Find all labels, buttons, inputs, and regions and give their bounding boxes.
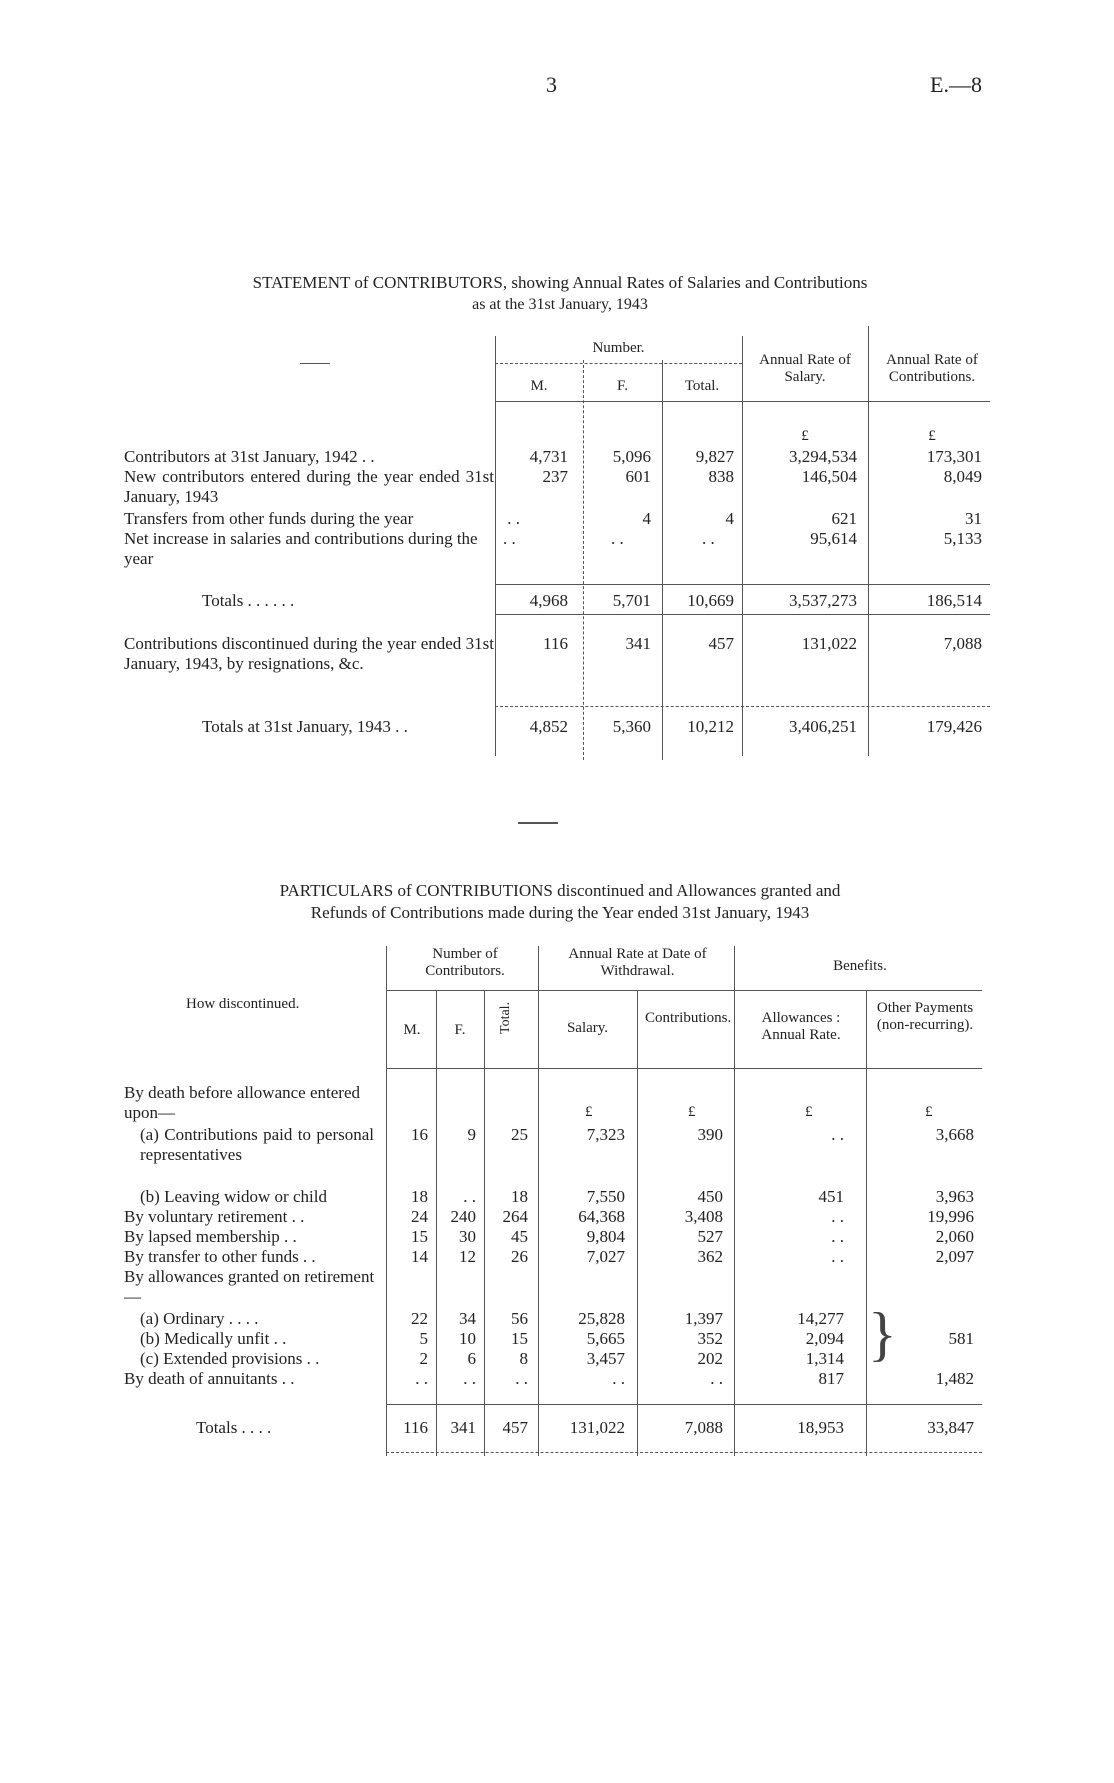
- statement-salary: 131,022: [801, 634, 857, 653]
- p-cell-m: 15: [411, 1227, 428, 1246]
- p-header-salary: Salary.: [566, 1020, 609, 1036]
- p-cell-con: 3,408: [684, 1207, 723, 1226]
- p-cell-f: 30: [459, 1227, 476, 1246]
- p-row-label: (b) Leaving widow or child: [140, 1187, 327, 1206]
- statement-contrib: 186,514: [926, 591, 982, 610]
- p-cell-all: 1,314: [805, 1349, 844, 1368]
- statement-row-label: Contributors at 31st January, 1942 . .: [124, 447, 375, 466]
- p-cell-sal: 7,027: [586, 1247, 625, 1266]
- p-header-f: F.: [454, 1022, 466, 1038]
- p-cell-con: 202: [697, 1349, 723, 1368]
- p-row-label: (b) Medically unfit . .: [140, 1329, 287, 1348]
- p-cell-con: 390: [697, 1125, 723, 1144]
- p-cell-con: 362: [697, 1247, 723, 1266]
- p-cell-oth: 2,097: [935, 1247, 974, 1266]
- p-cell-m: 2: [419, 1349, 428, 1368]
- p-cell-f: 240: [450, 1207, 476, 1226]
- p-cell-all: 18,953: [797, 1418, 844, 1437]
- statement-f: 341: [625, 634, 651, 653]
- p-cell-f: 341: [450, 1418, 476, 1437]
- p-header-allow: Allowances : Annual Rate.: [761, 1010, 841, 1043]
- statement-m: . .: [507, 509, 520, 528]
- p-row-label: By death of annuitants . .: [124, 1369, 295, 1388]
- statement-salary: 95,614: [810, 529, 857, 548]
- p-header-benefits: Benefits.: [833, 958, 887, 974]
- p-cell-oth: 1,482: [935, 1369, 974, 1388]
- p-cell-sal: 9,804: [586, 1227, 625, 1246]
- p-row-label: (a) Contributions paid to personal representatives: [140, 1125, 374, 1164]
- statement-row-label: Net increase in salaries and contributions during the year: [124, 529, 478, 568]
- statement-row-label: Contributions discontinued during the year ended 31st January, 1943, by resignations, &c.: [124, 634, 494, 673]
- statement-contrib: 173,301: [926, 447, 982, 466]
- p-cell-m: 14: [411, 1247, 428, 1266]
- statement-contrib: 31: [965, 509, 982, 528]
- statement-title-line1: STATEMENT of CONTRIBUTORS, showing Annual Rates of Salaries and Contributions: [252, 273, 868, 292]
- p-cell-f: 34: [459, 1309, 476, 1328]
- p-cell-con: 527: [697, 1227, 723, 1246]
- statement-f: 601: [625, 467, 651, 486]
- statement-total: 457: [708, 634, 734, 653]
- particulars-title-line2: Refunds of Contributions made during the Year ended 31st January, 1943: [310, 903, 810, 922]
- p-cell-f: 10: [459, 1329, 476, 1348]
- statement-salary: 146,504: [801, 467, 857, 486]
- statement-contrib: 8,049: [943, 467, 982, 486]
- header-salary: Annual Rate of Salary.: [759, 352, 851, 385]
- header-pound-contrib: £: [928, 428, 936, 444]
- statement-total: 10,212: [687, 717, 734, 736]
- statement-m: 4,968: [529, 591, 568, 610]
- statement-salary: 3,406,251: [789, 717, 857, 736]
- p-cell-all: 817: [818, 1369, 844, 1388]
- p-cell-con: 352: [697, 1329, 723, 1348]
- header-total: Total.: [684, 378, 720, 394]
- p-header-other: Other Payments (non-recurring).: [876, 1000, 974, 1033]
- p-cell-all: . .: [831, 1247, 844, 1266]
- p-cell-f: . .: [463, 1369, 476, 1388]
- p-cell-m: 18: [411, 1187, 428, 1206]
- p-row-label: By transfer to other funds . .: [124, 1247, 316, 1266]
- p-cell-t: 18: [511, 1187, 528, 1206]
- p-cell-m: 116: [403, 1418, 428, 1437]
- p-cell-con: 450: [697, 1187, 723, 1206]
- p-cell-t: 25: [511, 1125, 528, 1144]
- statement-salary: 3,537,273: [789, 591, 857, 610]
- particulars-title-line1: PARTICULARS of CONTRIBUTIONS discontinued and Allowances granted and: [279, 881, 841, 900]
- p-cell-oth: 33,847: [927, 1418, 974, 1437]
- p-cell-sal: 25,828: [578, 1309, 625, 1328]
- p-cell-t: . .: [515, 1369, 528, 1388]
- p-totals-label: Totals . . . .: [196, 1418, 272, 1437]
- page-reference: E.—8: [930, 72, 982, 97]
- statement-contrib: 7,088: [943, 634, 982, 653]
- p-cell-con: 7,088: [684, 1418, 723, 1437]
- statement-row-label: New contributors entered during the year ended 31st January, 1943: [124, 467, 494, 506]
- statement-f: 5,360: [612, 717, 651, 736]
- p-cell-all: . .: [831, 1207, 844, 1226]
- statement-m: 4,731: [529, 447, 568, 466]
- p-cell-m: 5: [419, 1329, 428, 1348]
- p-header-total: Total.: [498, 1001, 513, 1034]
- p-header-how: How discontinued.: [186, 996, 300, 1012]
- statement-f: 5,096: [612, 447, 651, 466]
- p-cell-all: 14,277: [797, 1309, 844, 1328]
- p-pound-contrib: £: [688, 1104, 696, 1120]
- p-header-m: M.: [403, 1022, 421, 1038]
- statement-m: . .: [503, 529, 516, 548]
- p-cell-m: 22: [411, 1309, 428, 1328]
- p-cell-f: 12: [459, 1247, 476, 1266]
- p-cell-t: 8: [519, 1349, 528, 1368]
- p-cell-oth: 19,996: [927, 1207, 974, 1226]
- p-pound-other: £: [925, 1104, 933, 1120]
- statement-final-totals-label: Totals at 31st January, 1943 . .: [202, 717, 408, 736]
- p-cell-m: 24: [411, 1207, 428, 1226]
- p-cell-t: 45: [511, 1227, 528, 1246]
- p-cell-sal: 7,323: [586, 1125, 625, 1144]
- statement-total: 10,669: [687, 591, 734, 610]
- p-cell-all: . .: [831, 1125, 844, 1144]
- statement-title-line2: as at the 31st January, 1943: [472, 296, 648, 313]
- p-cell-m: . .: [415, 1369, 428, 1388]
- p-cell-f: . .: [463, 1187, 476, 1206]
- brace-symbol: }: [868, 1301, 897, 1367]
- statement-total: 9,827: [695, 447, 734, 466]
- p-cell-sal: 3,457: [586, 1349, 625, 1368]
- statement-f: 5,701: [612, 591, 651, 610]
- statement-total: 838: [708, 467, 734, 486]
- p-pound-salary: £: [585, 1104, 593, 1120]
- p-row-label: (a) Ordinary . . . .: [140, 1309, 259, 1328]
- statement-title: [100, 272, 1020, 316]
- header-m: M.: [530, 378, 548, 394]
- p-cell-sal: 5,665: [586, 1329, 625, 1348]
- p-cell-oth: 3,668: [935, 1125, 974, 1144]
- header-contributions: Annual Rate of Contributions.: [886, 352, 978, 385]
- statement-totals-label: Totals . . . . . .: [202, 591, 295, 610]
- p-cell-sal: 64,368: [578, 1207, 625, 1226]
- p-cell-con: . .: [710, 1369, 723, 1388]
- p-header-contrib: Contributions.: [645, 1010, 732, 1026]
- p-header-rate: Annual Rate at Date of Withdrawal.: [568, 946, 707, 979]
- section-divider: [518, 822, 558, 824]
- particulars-title: [100, 880, 1020, 924]
- p-cell-all: . .: [831, 1227, 844, 1246]
- p-cell-t: 56: [511, 1309, 528, 1328]
- p-row-label: By death before allowance entered upon—: [124, 1083, 360, 1122]
- p-cell-all: 2,094: [805, 1329, 844, 1348]
- p-row-label: By voluntary retirement . .: [124, 1207, 305, 1226]
- p-row-label: By allowances granted on retirement—: [124, 1267, 375, 1306]
- statement-f: . .: [611, 529, 624, 548]
- p-cell-oth: 2,060: [935, 1227, 974, 1246]
- page-number: 3: [546, 72, 557, 97]
- statement-total: . .: [702, 529, 715, 548]
- p-cell-f: 6: [467, 1349, 476, 1368]
- statement-m: 4,852: [529, 717, 568, 736]
- statement-m: 116: [543, 634, 568, 653]
- statement-salary: 3,294,534: [789, 447, 857, 466]
- p-cell-t: 15: [511, 1329, 528, 1348]
- p-row-label: (c) Extended provisions . .: [140, 1349, 320, 1368]
- p-cell-sal: . .: [612, 1369, 625, 1388]
- p-cell-all: 451: [818, 1187, 844, 1206]
- statement-contrib: 179,426: [926, 717, 982, 736]
- statement-salary: 621: [831, 509, 857, 528]
- statement-f: 4: [642, 509, 651, 528]
- header-number: Number.: [592, 340, 645, 356]
- p-cell-sal: 7,550: [586, 1187, 625, 1206]
- statement-total: 4: [725, 509, 734, 528]
- p-cell-m: 16: [411, 1125, 428, 1144]
- p-cell-oth: 3,963: [935, 1187, 974, 1206]
- p-header-number: Number of Contributors.: [425, 946, 505, 979]
- p-pound-allow: £: [805, 1104, 813, 1120]
- statement-m: 237: [542, 467, 568, 486]
- p-cell-oth: 581: [948, 1329, 974, 1348]
- p-cell-t: 264: [502, 1207, 528, 1226]
- p-cell-f: 9: [467, 1125, 476, 1144]
- header-pound-salary: £: [801, 428, 809, 444]
- header-f: F.: [617, 378, 628, 394]
- p-row-label: By lapsed membership . .: [124, 1227, 297, 1246]
- p-cell-sal: 131,022: [569, 1418, 625, 1437]
- statement-row-label: Transfers from other funds during the year: [124, 509, 414, 528]
- statement-contrib: 5,133: [943, 529, 982, 548]
- p-cell-t: 457: [502, 1418, 528, 1437]
- p-cell-con: 1,397: [684, 1309, 723, 1328]
- p-cell-t: 26: [511, 1247, 528, 1266]
